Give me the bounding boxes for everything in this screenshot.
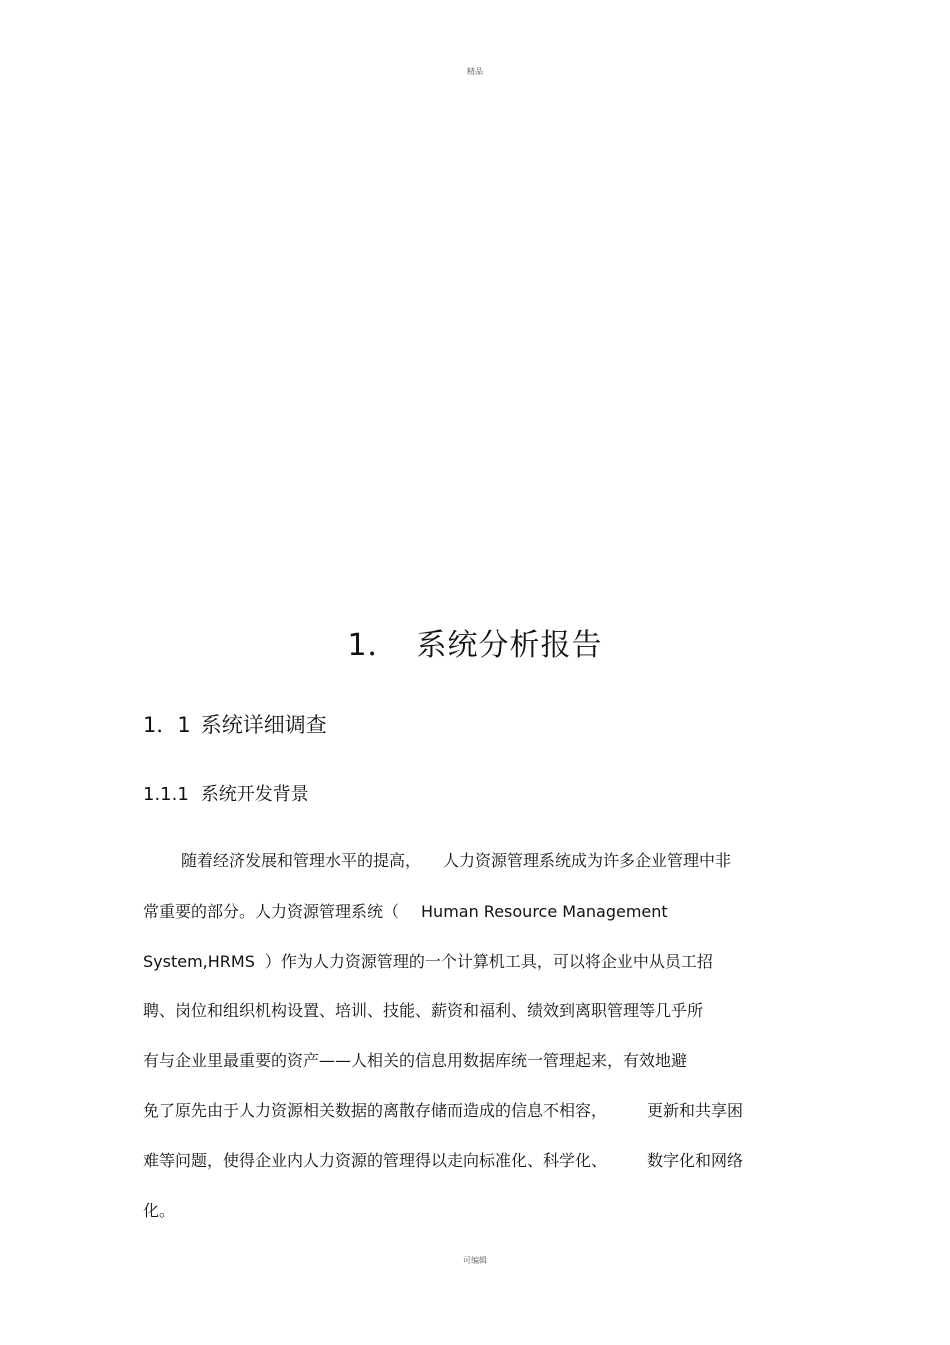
section-title (143, 709, 327, 739)
chapter-title (0, 620, 950, 664)
section-title-text: 系统详细调查 (200, 713, 327, 737)
paragraph-line-2-b: Human Resource Management (421, 902, 668, 921)
subsection-number: 1.1.1 (143, 784, 189, 805)
section-number: 1．1 (143, 713, 191, 737)
paragraph-line-3-a: System,HRMS (143, 952, 255, 971)
paragraph-line-4: 聘、岗位和组织机构设置、培训、技能、薪资和福利、绩效到离职管理等几乎所 (143, 1001, 704, 1020)
subsection-title-text: 系统开发背景 (200, 784, 309, 805)
paragraph-line-1 (181, 851, 731, 871)
paragraph-line-6-a: 免了原先由于人力资源相关数据的离散存储而造成的信息不相容， (143, 1101, 608, 1120)
paragraph-line-3-b: ）作为人力资源管理的一个计算机工具，可以将企业中从员工招 (264, 952, 713, 971)
paragraph-line-7-a: 难等问题，使得企业内人力资源的管理得以走向标准化、科学化、 (143, 1151, 608, 1170)
header-watermark: 精品 (467, 67, 483, 76)
paragraph-line-3 (143, 952, 713, 972)
paragraph-line-2 (143, 902, 668, 922)
paragraph-line-7 (143, 1151, 743, 1171)
footer-watermark: 可编辑 (463, 1256, 487, 1265)
paragraph-line-1-b: 人力资源管理系统成为许多企业管理中非 (443, 851, 732, 870)
chapter-number: 1． (347, 628, 399, 663)
paragraph-line-6-b: 更新和共享困 (647, 1101, 744, 1120)
paragraph-line-7-b: 数字化和网络 (647, 1151, 744, 1170)
paragraph-line-8: 化。 (143, 1201, 176, 1220)
paragraph-line-5: 有与企业里最重要的资产——人相关的信息用数据库统一管理起来，有效地避 (143, 1051, 688, 1070)
subsection-title (143, 780, 309, 806)
paragraph-line-1-a: 随着经济发展和管理水平的提高， (181, 851, 422, 870)
chapter-title-text: 系统分析报告 (416, 628, 603, 663)
paragraph-line-6 (143, 1101, 743, 1121)
paragraph-line-2-a: 常重要的部分。人力资源管理系统（ (143, 902, 400, 921)
